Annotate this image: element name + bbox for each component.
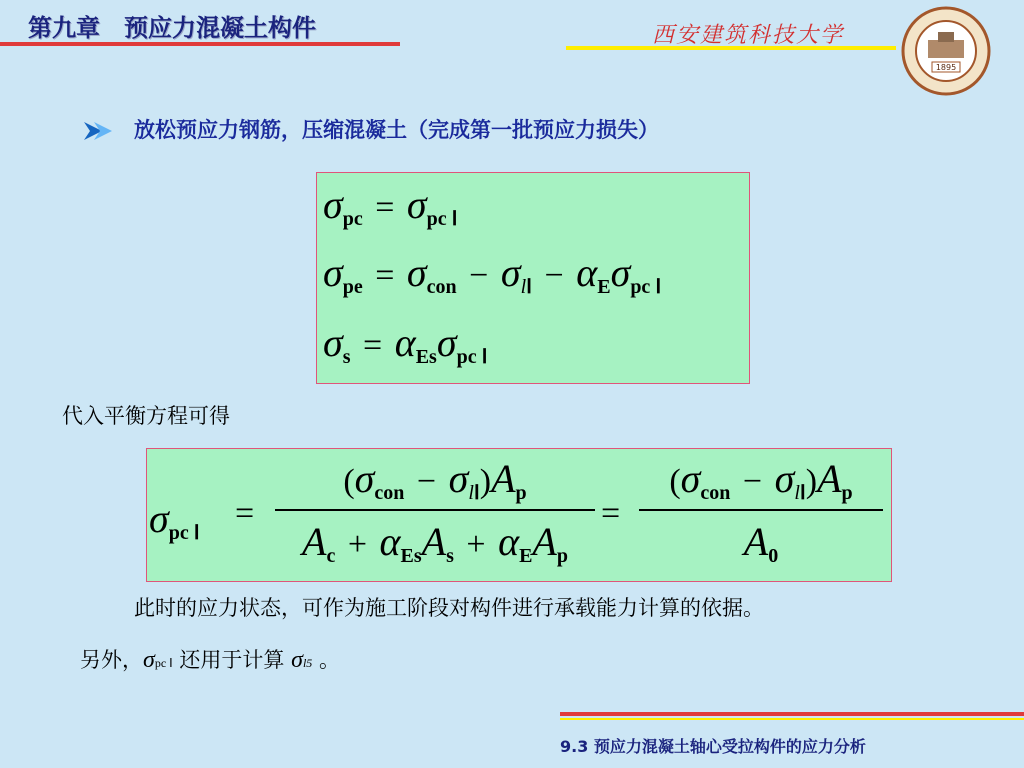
section-footer: 9.3 预应力混凝土轴心受拉构件的应力分析 [560, 737, 866, 756]
bullet-heading: 放松预应力钢筋，压缩混凝土（完成第一批预应力损失） [134, 118, 659, 142]
paragraph-line-2: 另外，σpc Ⅰ 还用于计算 σl5 。 [80, 647, 340, 673]
equation-sigma-pc: $\sigma_{pc} = \sigma_{pc Ⅰ}$ [323, 182, 458, 230]
school-name-calligraphy: 西安建筑科技大学 [652, 23, 845, 48]
balance-lhs: $\sigma_{pc Ⅰ}$ [149, 496, 200, 544]
logo-year: 1895 [935, 63, 957, 72]
fraction-short [639, 449, 883, 573]
fraction-full [275, 449, 595, 573]
paragraph-line-1: 此时的应力状态，可作为施工阶段对构件进行承载能力计算的依据。 [134, 596, 764, 620]
fraction-short-numerator: $(\sigma_{con} - \sigma_{lⅠ})A_p$ [669, 456, 853, 504]
university-logo [896, 6, 996, 96]
equation-sigma-pe: $\sigma_{pe} = \sigma_{con} - \sigma_{lⅠ} - \alpha_E\sigma_{pc Ⅰ}$ [323, 250, 662, 298]
footer-rule-red [560, 712, 1024, 716]
intro-text: 代入平衡方程可得 [62, 404, 230, 428]
stress-equations-box [316, 172, 750, 384]
header-rule-red [0, 42, 400, 46]
equation-sigma-s: $\sigma_s = \alpha_{Es}\sigma_{pc Ⅰ}$ [323, 320, 488, 368]
equals-sign-1: = [235, 495, 255, 532]
fraction-full-numerator: $(\sigma_{con} - \sigma_{lⅠ})A_p$ [343, 456, 527, 504]
fraction-short-denominator: $A_0$ [743, 519, 779, 567]
footer-rule-yellow [560, 718, 1024, 720]
chapter-title: 第九章 预应力混凝土构件 [28, 14, 316, 42]
balance-equation-box [146, 448, 892, 582]
fraction-full-denominator: $A_c + \alpha_{Es}A_s + \alpha_EA_p$ [302, 519, 568, 567]
equals-sign-2: = [601, 495, 621, 532]
arrow-bullet-icon [84, 120, 116, 142]
